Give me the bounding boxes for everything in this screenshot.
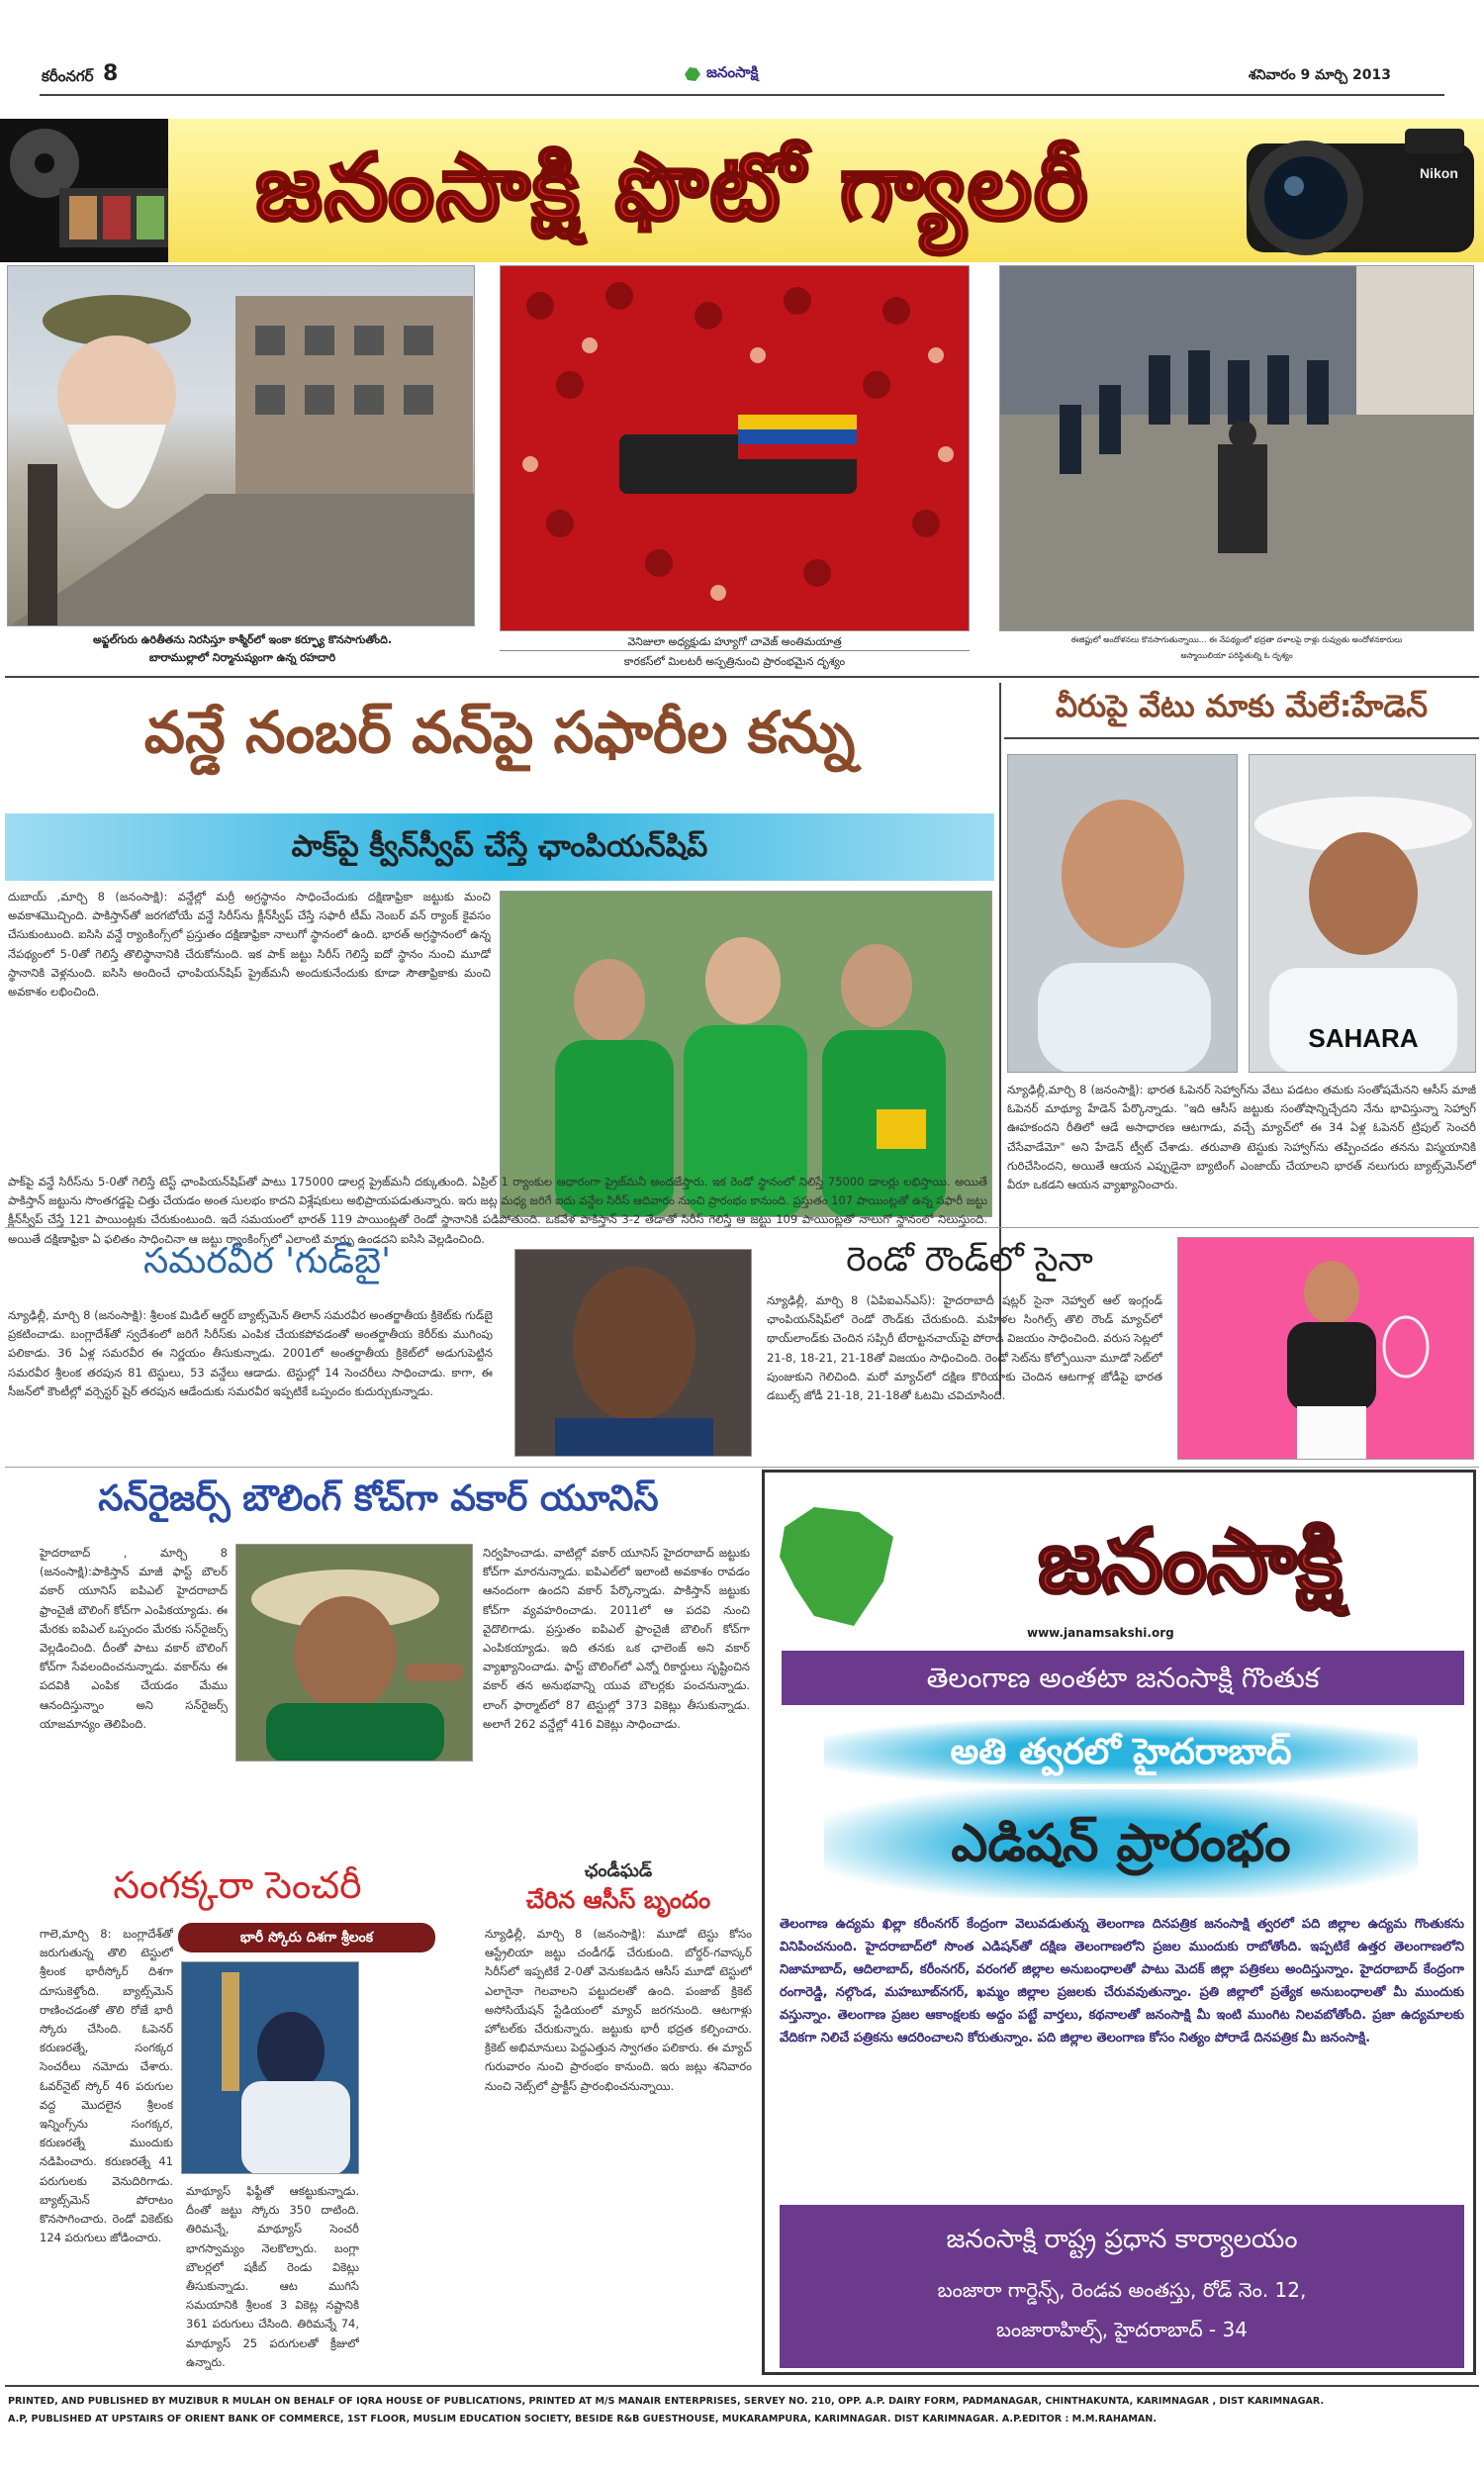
saina-photo — [1177, 1237, 1474, 1460]
ad-office-box — [780, 2205, 1464, 2368]
ad-tagline: తెలంగాణ అంతటా జనంసాక్షి గొంతుక — [782, 1651, 1464, 1705]
samaraveera-headline: సమరవీర 'గుడ్‌బై' — [143, 1241, 391, 1282]
page-number: 8 — [103, 61, 119, 86]
main-subhead: పాక్‌పై క్వీన్‌స్వీప్ చేస్తే ఛాంపియన్‌షిప్ — [291, 829, 708, 864]
badminton-player-illustration — [1178, 1238, 1474, 1460]
header-rule — [40, 94, 1444, 96]
sangakkara-photo — [181, 1961, 359, 2174]
camera-graphic — [1187, 119, 1484, 262]
saina-headline: రెండో రౌండ్‌లో సైనా — [846, 1240, 1093, 1280]
chandigarh-dateline: ఛండీఘడ్ — [584, 1860, 653, 1881]
ad-website: www.janamsakshi.org — [1027, 1626, 1174, 1640]
logo-map-icon — [683, 64, 702, 84]
chandigarh-headline: చేరిన ఆసీస్ బృందం — [525, 1886, 711, 1914]
proteas-celebration-photo — [500, 891, 992, 1217]
chandigarh-body: న్యూఢిల్లీ, మార్చి 8 (జనంసాక్షి): మూడో టెస్టు కోసం ఆస్ట్రేలియా జట్టు చండీగఢ్ చేరుకుంది. బోర్డర్-గవాస్కర్ సిరీస్‌లో ఇప్పటికే 2-0తో వెనుకబడిన ఆసీస్ మూడో టెస్టులో ఎలాగైనా గెలవాలని పట్టుదలతో ఉంది. పంజాబ్ క్రికెట్ అసోసియేషన్ స్టేడియంలో మ్యాచ్ జరగనుంది. ఆటగాళ్లు హోటల్‌కు చేరుకున్నారు. జట్టుకు భారీ భద్రత కల్పించారు. క్రికెట్ అభిమానులు పెద్దఎత్తున స్వాగతం పలికారు. ఈ మ్యాచ్ గురువారం నుంచి ప్రారంభం కానుంది. ఇరు జట్లు శనివారం నుంచి నెట్స్‌లో ప్రాక్టీస్ ప్రారంభించనున్నాయి. — [485, 1927, 752, 2093]
waqar-body-left: హైదరాబాద్ , మార్చి 8 (జనంసాక్షి):పాకిస్తాన్ మాజీ ఫాస్ట్ బౌలర్ వకార్ యూనిస్ ఐపిఎల్ హైదరాబాద్ ఫ్రాంచైజీ బౌలింగ్ కోచ్‌గా ఎంపికయ్యాడు. ఈ మేరకు ఐపిఎల్ ఒప్పందం మేరకు సన్‌రైజర్స్ వెల్లడించింది. దీంతో పాటు వకార్ బౌలింగ్ కోచ్‌గా సేవలందించనున్నాడు. వకార్‌ను ఈ పదవికి ఎంపిక చేయడం మేము ఆనందిస్తున్నాం అని సన్‌రైజర్స్ యాజమాన్యం తెలిపింది. — [40, 1546, 228, 1731]
kashmir-caption-line2: బారాముల్లాలో నిర్మానుష్యంగా ఉన్న రహదారి — [148, 651, 336, 664]
hayden-rule — [1004, 737, 1479, 739]
saina-body: న్యూఢిల్లీ, మార్చి 8 (ఏపిఐఎన్ఎస్): హైదరాబాదీ షట్లర్ సైనా నెహ్వాల్ ఆల్ ఇంగ్లండ్ ఛాంపియన్‌షిప్‌లో రెండో రౌండ్‌కు చేరుకుంది. మహిళల సింగిల్స్ తొలి రౌండ్ మ్యాచ్‌లో థాయ్‌లాండ్‌కు చెందిన సప్సిరీ టేరాట్టనచాయ్‌పై పోరాడి విజయం సాధించింది. వరుస సెట్లలో 21-8, 18-21, 21-18తో విజయం సాధించింది. రెండో సెట్‌ను కోల్పోయినా మూడో సెట్‌లో పుంజుకుని గెలిచింది. మరో మ్యాచ్‌లో దక్షిణ కొరియాకు చెందిన ఆటగాళ్ల జోడీపై భారత డబుల్స్ జోడీ 21-18, 21-18తో ఓటమి చవిచూసింది. — [767, 1293, 1162, 1403]
ad-office-title: జనంసాక్షి రాష్ట్ర ప్రధాన కార్యాలయం — [946, 2225, 1298, 2254]
gallery-rule — [5, 676, 1479, 678]
main-body-full: పాక్‌పై వన్డే సిరీస్‌ను 5-0తో గెలిస్తే టెస్ట్ ఛాంపియన్‌షిప్‌తో పాటు 175000 డాలర్ల ప్రైజ్‌మనీ దక్కుతుంది. ఏప్రిల్ 1 ర్యాంకుల ఆధారంగా ప్రైజ్‌మనీ అందజేస్తారు. ఇక రెండో స్థానంలో నిలిస్తే 75000 డాలర్లు లభిస్తాయి. అయితే పాకిస్తాన్ జట్టును సొంతగడ్డపై చిత్తు చేయడం అంత సులభం కాదని విశ్లేషకులు అభిప్రాయపడుతున్నారు. ఇరు జట్ల మధ్య జరిగే ఐదు వన్డేల సిరీస్ ఆదివారం నుంచి ప్రారంభం కానుంది. ప్రస్తుతం 107 పాయింట్లతో ఉన్న సఫారీ జట్టు క్లీన్‌స్వీప్ చేస్తే 121 పాయింట్లకు చేరుకుంటుంది. ఇదే సమయంలో భారత్ 119 పాయింట్లతో రెండో స్థానానికి పడిపోతుంది. ఒకవేళ పాకిస్తాన్ 3-2 తేడాతో సిరీస్ గెలిస్తే ఆ జట్టు 109 పాయింట్లతో నాలుగో స్థానంలో నిలుస్తుంది. అయితే దక్షిణాఫ్రికా ఏ ఫలితం సాధించినా ఆ జట్టు ర్యాంకింగ్స్‌లో ఎలాంటి మార్పు ఉండదని ఐసిసి వెల్లడించింది. — [8, 1175, 987, 1246]
telangana-map-icon — [775, 1497, 903, 1636]
imprint-line2: A.P, PUBLISHED AT UPSTAIRS OF ORIENT BANK OF COMMERCE, 1ST FLOOR, MUSLIM EDUCATION SOCIETY, BESIDE R&B GUESTHOUSE, MUKARAMPURA, KARIMNAGAR. DIST KARIMNAGAR. A.P.EDITOR : M.M.RAHAMAN. — [8, 2414, 1157, 2425]
hayden-body: న్యూఢిల్లీ,మార్చి 8 (జనంసాక్షి): భారత ఓపెనర్ సెహ్వాగ్‌ను వేటు పడటం తమకు సంతోషమేనని ఆసీస్ మాజీ ఓపెనర్ మాథ్యూ హేడెన్ పేర్కొన్నాడు. "ఇది ఆసీస్ జట్టుకు సంతోషాన్నిచ్చేదని నేను భావిస్తున్నా సెహ్వాగ్ ఊహకందని రీతిలో ఆడే అసాధారణ ఆటగాడు, వచ్చే మ్యాచ్‌లో ఈ 34 ఏళ్ల ఓపెనర్ ట్రిపుల్ సెంచరీ చేసేవాడేమో" అని హేడెన్ ట్వీట్ చేశాడు. తరువాతి టెస్టుకు సెహ్వాగ్‌ను తప్పించడం తనను విస్మయానికి గురిచేసిందని, అయితే ఆయన ఎప్పుడైనా బ్యాటింగ్ ఎంజాయ్ చేయాలని భారత్ నలుగురు బ్యాట్స్‌మెన్‌లో వీరూ ఒకడని ఆయన వ్యాఖ్యానించారు. — [1007, 1083, 1476, 1192]
film-reel-icon — [0, 119, 168, 262]
camera-icon — [1187, 119, 1484, 262]
hayden-headline: వీరుపై వేటు మాకు మేలే:హేడెన్ — [1055, 689, 1429, 724]
hayden-portrait-illustration — [1008, 755, 1238, 1073]
imprint-line1: PRINTED, AND PUBLISHED BY MUZIBUR R MULAH ON BEHALF OF IQRA HOUSE OF PUBLICATIONS, PRINTED AT M/S MANAIR ENTERPRISES, SERVEY NO. 210, OPP. A.P. DAIRY FORM, PADMANAGAR, CHINTHAKUNTA, KARIMNAGAR , DIST KARIMNAGAR. — [8, 2396, 1325, 2407]
kashmir-caption-line1: అఫ్జల్‌గురు ఉరితీతను నిరసిస్తూ కాశ్మీర్‌లో ఇంకా కర్ఫ్యూ కొనసాగుతోంది. — [92, 633, 393, 646]
waqar-headline: సన్‌రైజర్స్ బౌలింగ్ కోచ్‌గా వకార్ యూనిస్ — [98, 1478, 659, 1519]
egypt-caption-line2: అస్మాయిలియా పరిస్థితుల్ని ఓ దృశ్యం — [1180, 651, 1293, 660]
waqar-body-right: నిర్వహించాడు. వాటిల్లో వకార్ యూనిస్ హైదరాబాద్ జట్టుకు కోచ్‌గా మారనున్నాడు. ఐపిఎల్‌లో ఇలాంటి అవకాశం రావడం ఆనందంగా ఉందని వకార్ పేర్కొన్నాడు. పాకిస్తాన్ జట్టుకు కోచ్‌గా వ్యవహరించాడు. 2011లో ఆ పదవి నుంచి వైదొలిగాడు. ప్రస్తుతం ఐపిఎల్ ఫ్రాంచైజీ బౌలింగ్ కోచ్‌గా ఎంపికయ్యాడు. ఇది తనకు ఒక ఛాలెంజ్ అని వకార్ వ్యాఖ్యానించాడు. ఫాస్ట్ బౌలింగ్‌లో ఎన్నో రికార్డులు సృష్టించిన వకార్ తన అనుభవాన్ని యువ బౌలర్లకు పంచనున్నాడు. లాంగ్ ఫార్మాట్‌లో 87 టెస్టుల్లో 373 వికెట్లు తీసుకున్నాడు. అలాగే 262 వన్డేల్లో 416 వికెట్లు సాధించాడు. — [483, 1546, 750, 1731]
main-subhead-bar — [5, 813, 994, 881]
chavez-funeral-photo — [500, 265, 970, 631]
egypt-protest-photo — [999, 265, 1474, 631]
samaraveera-photo — [514, 1249, 752, 1457]
photo-gallery-banner — [0, 119, 1484, 262]
page-header — [0, 0, 1484, 109]
ad-logo: జనంసాక్షి — [1038, 1510, 1343, 1612]
issue-date: శనివారం 9 మార్చి 2013 — [1249, 67, 1391, 83]
section-rule-2 — [5, 1467, 1479, 1468]
ad-address-line1: బంజారా గార్డెన్స్, రెండవ అంతస్తు, రోడ్ నెం. 12, — [937, 2278, 1307, 2302]
kashmir-street-illustration — [8, 266, 475, 626]
svg-text:Nikon: Nikon — [1420, 165, 1458, 181]
sangakkara-body-right: మాథ్యూస్ ఫిఫ్టీతో ఆకట్టుకున్నాడు. దీంతో జట్టు స్కోరు 350 దాటింది. తిరిమన్నే, మాథ్యూస్ సెంచరీ భాగస్వామ్యం నెలకొల్పారు. బంగ్లా బౌలర్లలో షకీబ్ రెండు వికెట్లు తీసుకున్నాడు. ఆట ముగిసే సమయానికి శ్రీలంక 3 వికెట్ల నష్టానికి 361 పరుగులు చేసింది. తిరిమన్నే 74, మాథ్యూస్ 25 పరుగులతో క్రీజులో ఉన్నారు. — [186, 2184, 359, 2369]
sehwag-portrait-illustration — [1250, 755, 1476, 1073]
ad-body: తెలంగాణ ఉద్యమ ఖిల్లా కరీంనగర్ కేంద్రంగా వెలువడుతున్న తెలంగాణ దినపత్రిక జనంసాక్షి త్వరలో పది జిల్లాల ఉద్యమ గొంతుకను వినిపించనుంది. హైదరాబాద్‌లో సొంత ఎడిషన్‌తో దక్షిణ తెలంగాణలోని ప్రజల ముందుకు రాబోతోంది. ఇప్పటికే ఉత్తర తెలంగాణలోని నిజామాబాద్, ఆదిలాబాద్, కరీంనగర్, వరంగల్ జిల్లాల అనుబంధాలతో పాటు మెదక్ జిల్లా పత్రికలు అందిస్తున్నాం. హైదరాబాద్ కేంద్రంగా రంగారెడ్డి, నల్గొండ, మహబూబ్‌నగర్, ఖమ్మం జిల్లాల ప్రజలకు చేరువవుతున్నాం. ప్రతి జిల్లాలో ప్రత్యేక అనుబంధాలతో మీ ముందుకు వస్తున్నాం. తెలంగాణ ప్రజల ఆకాంక్షలకు అద్దం పట్టే వార్తలు, కథనాలతో జనంసాక్షి మీ ఇంటి ముంగిట నిలవబోతోంది. ప్రజా ఉద్యమాలకు వేదికగా నిలిచే పత్రికను ఆదరించాలని కోరుతున్నాం. పది జిల్లాల తెలంగాణ కోసం నిత్యం పోరాడే దినపత్రిక మీ జనంసాక్షి. — [780, 1917, 1464, 2046]
waqar-photo — [235, 1544, 473, 1761]
hayden-photo — [1007, 754, 1238, 1073]
sangakkara-batting-illustration — [182, 1962, 359, 2174]
protest-street-illustration — [1000, 266, 1474, 631]
kashmir-curfew-photo — [7, 265, 475, 626]
section-rule-1 — [5, 1227, 1479, 1228]
column-rule — [999, 683, 1001, 1395]
edition-label: కరీంనగర్ — [42, 67, 94, 85]
sangakkara-subhead: భారీ స్కోరు దిశగా శ్రీలంక — [178, 1923, 435, 1952]
ad-line1: అతి త్వరలో హైదరాబాద్ — [824, 1720, 1418, 1784]
footer-rule — [5, 2385, 1479, 2387]
ad-address-line2: బంజారాహిల్స్, హైదరాబాద్ - 34 — [996, 2318, 1248, 2341]
banner-title: జనంసాక్షి ఫొటో గ్యాలరీ — [255, 135, 1090, 240]
telangana-map — [775, 1497, 903, 1636]
samaraveera-portrait-illustration — [515, 1250, 752, 1457]
funeral-crowd-illustration — [501, 266, 970, 631]
main-headline: వన్డే నంబర్ వన్‌పై సఫారీల కన్ను — [143, 699, 856, 766]
sehwag-photo — [1249, 754, 1476, 1073]
sangakkara-headline: సంగక్కరా సెంచరీ — [113, 1863, 362, 1907]
janamsakshi-ad — [762, 1470, 1476, 2375]
ad-line2: ఎడిషన్ ప్రారంభం — [824, 1789, 1418, 1898]
sangakkara-body-left: గాలె,మార్చి 8: బంగ్లాదేశ్‌తో జరుగుతున్న తొలి టెస్టులో శ్రీలంక భారీస్కోర్ దిశగా దూసుకెళ్తోంది. బ్యాట్స్‌మెన్ రాణించడంతో తొలి రోజే భారీ స్కోరు చేసింది. ఓపెనర్ కరుణరత్నే, సంగక్కర సెంచరీలు నమోదు చేశారు. ఓవర్‌నైట్ స్కోర్ 46 పరుగుల వద్ద మొదలైన శ్రీలంక ఇన్నింగ్స్‌ను సంగక్కర, కరుణరత్నే ముందుకు నడిపించారు. కరుణరత్నే 41 పరుగులకు వెనుదిరిగాడు. బ్యాట్స్‌మెన్ పోరాటం కొనసాగించారు. రెండో వికెట్‌కు 124 పరుగులు జోడించారు. — [40, 1927, 173, 2245]
egypt-caption-line1: ఈజిప్టులో అందోళనలు కొనసాగుతున్నాయి... ఈ నేపథ్యంలో భద్రతా దళాలపై రాళ్లు రువ్వుతు అందోళనకారులు — [1070, 635, 1403, 644]
main-body-left: దుబాయ్ ,మార్చి 8 (జనంసాక్షి): వన్డేల్లో మర్రీ అగ్రస్థానం సాధించేందుకు దక్షిణాఫ్రికా జట్టుకు మంచి అవకాశమొచ్చింది. పాకిస్తాన్‌తో జరగబోయే వన్డే సిరీస్‌ను క్లీన్‌స్వీప్ చేస్తే సఫారీ టీమ్ నెంబర్ వన్ ర్యాంక్ కైవసం చేసుకుంటుంది. ఐసిసి వన్డే ర్యాంకింగ్స్‌లో ప్రస్తుతం దక్షిణాఫ్రికా నాలుగో స్థానంలో ఉంది. భారత్ అగ్రస్థానంలో ఉన్న నేపథ్యంలో 5-0తో గెలిస్తే తొలిస్థానానికి చేరుకోనుంది. ఇక పాక్ జట్టు సిరీస్ గెలిస్తే ఐదో స్థానం నుంచి మూడో స్థానానికి వెళ్లనుంది. ఐసిసి అందించే ఛాంపియన్‌షిప్ ప్రైజ్‌మనీ అందుకునేందుకు కూడా సౌతాఫ్రికాకు మంచి అవకాశం లభించింది. — [8, 890, 491, 999]
cricket-players-illustration — [501, 892, 992, 1217]
waqar-portrait-illustration — [236, 1545, 473, 1761]
chavez-caption-line1: వెనిజులా అధ్యక్షుడు హ్యూగో చావెజ్ అంతిమయాత్ర — [500, 633, 970, 651]
svg-text:SAHARA: SAHARA — [1308, 1023, 1419, 1053]
film-reel-graphic — [0, 119, 168, 262]
samaraveera-body: న్యూఢిల్లీ, మార్చి 8 (జనంసాక్షి): శ్రీలంక మిడిల్ ఆర్డర్ బ్యాట్స్‌మెన్ తిలాన్ సమరవీర అంతర్జాతీయ క్రికెట్‌కు గుడ్‌బై ప్రకటించాడు. బంగ్లాదేశ్‌తో స్వదేశంలో జరిగే సిరీస్‌కు ఎంపిక చేయకపోవడంతో అంతర్జాతీయ కెరీర్‌కు ముగింపు పలికాడు. 36 ఏళ్ల సమరవీర ఈ నిర్ణయం తీసుకున్నాడు. 2001లో అంతర్జాతీయ క్రికెట్‌లో అడుగుపెట్టిన సమరవీర శ్రీలంక తరపున 81 టెస్టులు, 53 వన్డేలు ఆడాడు. టెస్టుల్లో 14 సెంచరీలు సాధించాడు. కాగా, ఈ సీజన్‌లో కౌంటీల్లో వర్సెస్టర్ షైర్ తరపున ఆడేందుకు సమరవీర ఇప్పటికే ఒప్పందం కుదుర్చుకున్నాడు. — [8, 1308, 493, 1398]
header-logo: జనంసాక్షి — [683, 63, 758, 85]
chavez-caption-line2: కారకస్‌లో మిలటరీ అస్పత్రినుంచి ప్రారంభమైన దృశ్యం — [623, 655, 846, 668]
